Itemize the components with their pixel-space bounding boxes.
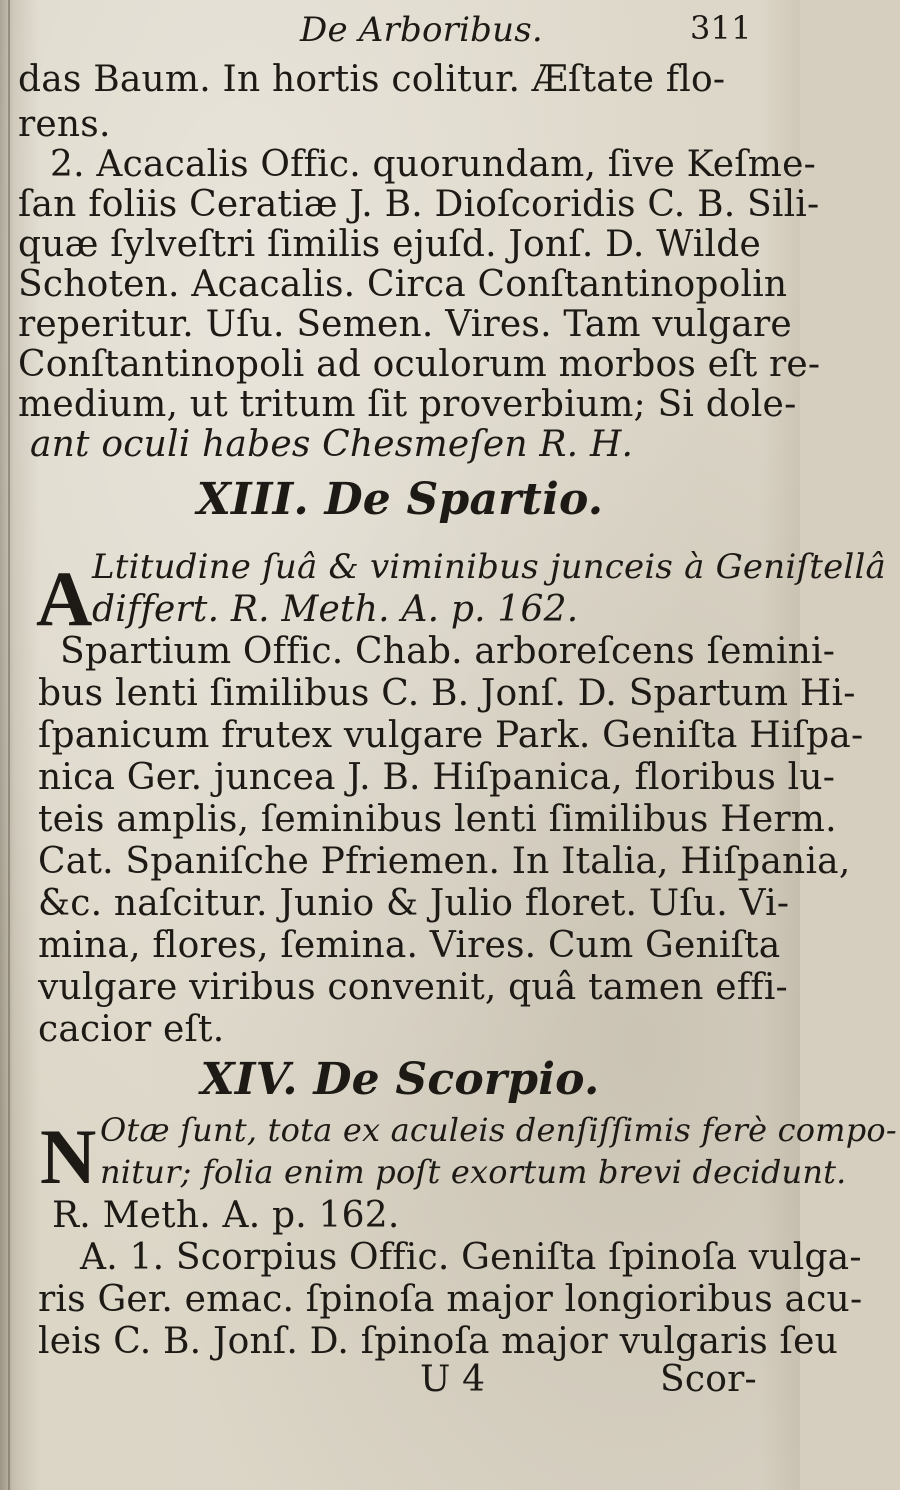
text-line: 2. Acacalis Offic. quorundam, ſive Keſme- bbox=[50, 144, 817, 185]
text-line: leis C. B. Jonſ. D. ſpinoſa major vulgaris ſeu bbox=[38, 1321, 838, 1362]
text-line: nitur; folia enim poſt exortum brevi decidunt. bbox=[100, 1153, 847, 1191]
text-line: ant oculi habes Chesmeſen R. H. bbox=[30, 424, 634, 465]
section-heading: XIII. De Spartio. bbox=[196, 474, 604, 525]
text-line: rens. bbox=[18, 104, 111, 145]
text-line: mina, flores, ſemina. Vires. Cum Geniſta bbox=[38, 925, 781, 966]
text-line: das Baum. In hortis colitur. Æſtate flo- bbox=[18, 59, 726, 100]
text-line: teis amplis, ſeminibus lenti ſimilibus Herm. bbox=[38, 799, 837, 840]
text-line: ſpanicum frutex vulgare Park. Geniſta Hiſpa- bbox=[38, 715, 864, 756]
text-line: ſan foliis Ceratiæ J. B. Dioſcoridis C. B. Sili- bbox=[18, 184, 820, 225]
signature-mark: U 4 bbox=[420, 1359, 486, 1400]
binding-gutter bbox=[8, 0, 10, 1490]
text-line: Ltitudine ſuâ & viminibus junceis à Geniſtellâ bbox=[92, 547, 887, 587]
catchword: Scor- bbox=[660, 1359, 757, 1400]
text-line: reperitur. Uſu. Semen. Vires. Tam vulgare bbox=[18, 304, 792, 345]
text-line: ris Ger. emac. ſpinoſa major longioribus acu- bbox=[38, 1279, 863, 1320]
drop-capital: N bbox=[40, 1113, 97, 1200]
text-line: nica Ger. juncea J. B. Hiſpanica, floribus lu- bbox=[38, 757, 836, 798]
text-line: A. 1. Scorpius Offic. Geniſta ſpinoſa vulga- bbox=[80, 1237, 862, 1278]
text-line: quæ ſylveſtri ſimilis ejuſd. Jonſ. D. Wilde bbox=[18, 224, 761, 265]
text-line: Cat. Spaniſche Pfriemen. In Italia, Hiſpania, bbox=[38, 841, 851, 882]
text-line: &c. naſcitur. Junio & Julio floret. Uſu. Vi- bbox=[38, 883, 790, 924]
text-line: Spartium Offic. Chab. arboreſcens ſemini- bbox=[60, 631, 836, 672]
text-line: Otæ ſunt, tota ex aculeis denſiſſimis ferè compo- bbox=[100, 1111, 897, 1149]
text-line: bus lenti ſimilibus C. B. Jonſ. D. Spartum Hi- bbox=[38, 673, 856, 714]
section-heading: XIV. De Scorpio. bbox=[200, 1054, 600, 1105]
text-line: Schoten. Acacalis. Circa Conſtantinopolin bbox=[18, 264, 788, 305]
running-title: De Arboribus. bbox=[300, 10, 543, 50]
text-line: vulgare viribus convenit, quâ tamen effi- bbox=[38, 967, 788, 1008]
page-number: 311 bbox=[690, 9, 752, 47]
text-line: cacior eſt. bbox=[38, 1009, 225, 1050]
text-line: differt. R. Meth. A. p. 162. bbox=[92, 589, 579, 630]
text-line: R. Meth. A. p. 162. bbox=[52, 1195, 400, 1236]
text-line: medium, ut tritum ſit proverbium; Si dole- bbox=[18, 384, 797, 425]
text-line: Conſtantinopoli ad oculorum morbos eſt re- bbox=[18, 344, 821, 385]
drop-capital: A bbox=[36, 555, 93, 642]
